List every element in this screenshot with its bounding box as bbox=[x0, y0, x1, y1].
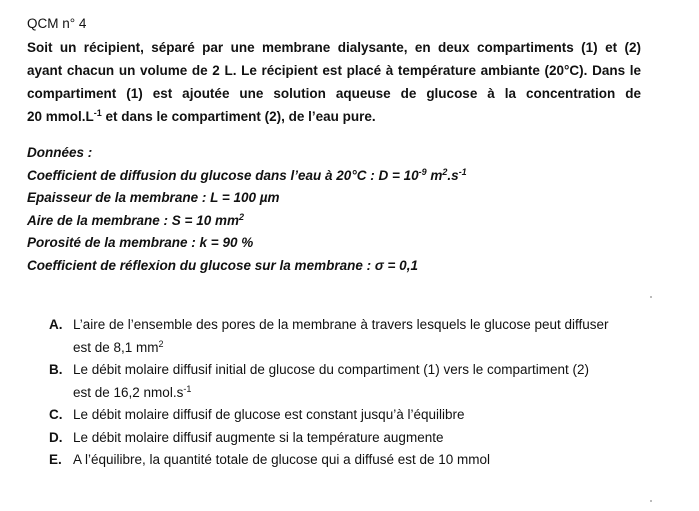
choice-a[interactable] bbox=[49, 314, 649, 359]
choice-c[interactable] bbox=[49, 404, 649, 427]
choice-e[interactable] bbox=[49, 449, 649, 472]
data-membrane-porosity: Porosité de la membrane : k = 90 % bbox=[27, 235, 254, 250]
statement-line-1: Soit un récipient, séparé par une membrane dialysante, en deux compartiments (1) et (2) bbox=[27, 40, 641, 55]
answer-choices bbox=[49, 314, 649, 472]
data-heading: Données : bbox=[27, 145, 93, 160]
choice-b-text: Le débit molaire diffusif initial de glucose du compartiment (1) vers le compartiment (2) est de 16,2 $nmol.s^{-1}$ bbox=[73, 362, 589, 400]
question-statement bbox=[27, 36, 641, 128]
data-membrane-area: Aire de la membrane : S = 10 $mm^2$ bbox=[27, 211, 244, 228]
statement-line-3: compartiment (1) est ajoutée une solution aqueuse de glucose à la concentration de bbox=[27, 86, 641, 101]
choice-d-text: Le débit molaire diffusif augmente si la température augmente bbox=[73, 429, 444, 445]
scan-speck bbox=[650, 296, 652, 298]
choice-b[interactable] bbox=[49, 359, 649, 404]
choice-c-text: Le débit molaire diffusif de glucose est constant jusqu’à l’équilibre bbox=[73, 407, 465, 422]
choice-e-text: A l’équilibre, la quantité totale de glucose qui a diffusé est de 10 mmol bbox=[73, 452, 491, 467]
choice-c-letter: C. bbox=[49, 407, 63, 422]
data-diffusion-coefficient: Coefficient de diffusion du glucose dans l’eau à 20°C : $D = 10^{-9}$ $m^2.s^{-1}$ bbox=[27, 166, 467, 183]
statement-line-4: 20 $mmol.L^{-1}$ et dans le compartiment (2), de l’eau pure. bbox=[27, 108, 376, 124]
data-section bbox=[27, 142, 467, 277]
choice-d-letter: D. bbox=[49, 429, 63, 445]
choice-d[interactable] bbox=[49, 427, 649, 450]
question-title: QCM n° 4 bbox=[27, 16, 87, 31]
choice-a-text: L’aire de l’ensemble des pores de la membrane à travers lesquels le glucose peut diffuser est de 8,1 $mm^2$ bbox=[73, 317, 609, 355]
choice-a-letter: A. bbox=[49, 317, 63, 332]
choice-b-letter: B. bbox=[49, 362, 63, 377]
statement-line-2: ayant chacun un volume de 2 L. Le récipient est placé à température ambiante (20°C). Dans le bbox=[27, 63, 641, 78]
choice-e-letter: E. bbox=[49, 452, 62, 467]
data-membrane-thickness: Epaisseur de la membrane : L = 100 µm bbox=[27, 190, 280, 205]
data-reflection-coefficient: Coefficient de réflexion du glucose sur la membrane : σ = 0,1 bbox=[27, 257, 418, 273]
scan-speck bbox=[650, 500, 652, 502]
